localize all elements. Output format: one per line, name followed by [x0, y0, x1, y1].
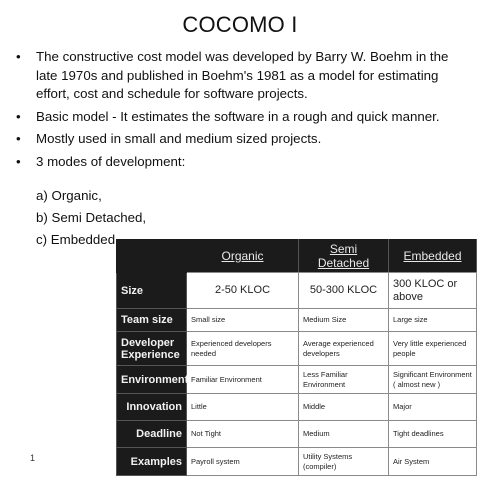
table-cell: Average experienced developers — [299, 332, 389, 366]
row-header: Developer Experience — [117, 332, 187, 366]
table-cell: Not Tight — [187, 421, 299, 448]
table-cell: Middle — [299, 394, 389, 421]
mode-item: b) Semi Detached, — [36, 210, 147, 225]
table-cell: Less Familiar Environment — [299, 366, 389, 394]
row-header: Size — [117, 273, 187, 309]
table-cell: Very little experienced people — [389, 332, 477, 366]
table-cell: Air System — [389, 448, 477, 476]
bullet-item — [14, 108, 464, 127]
bullet-dot: • — [16, 153, 21, 169]
mode-item: c) Embedded — [36, 232, 116, 247]
table-cell: Familiar Environment — [187, 366, 299, 394]
table-row — [117, 421, 477, 448]
table-cell: 300 KLOC or above — [389, 273, 477, 309]
table-cell: 2-50 KLOC — [187, 273, 299, 309]
table-cell: Little — [187, 394, 299, 421]
table-row — [117, 394, 477, 421]
row-header: Innovation — [117, 394, 187, 421]
table-row — [117, 448, 477, 476]
table-cell: Medium Size — [299, 309, 389, 332]
comparison-table — [116, 239, 477, 476]
slide-number: 1 — [30, 453, 36, 463]
column-header: Semi Detached — [299, 240, 389, 273]
row-header: Deadline — [117, 421, 187, 448]
bullet-dot: • — [16, 49, 21, 64]
table-row — [117, 273, 477, 309]
table-cell: 50-300 KLOC — [299, 273, 389, 309]
bullet-text: Mostly used in small and medium sized projects. — [36, 131, 322, 146]
table-cell: Utility Systems (compiler) — [299, 448, 389, 476]
table-header-row — [117, 240, 477, 273]
row-header: Examples — [117, 448, 187, 476]
table-corner — [117, 240, 187, 273]
row-header: Environment — [117, 366, 187, 394]
table-cell: Medium — [299, 421, 389, 448]
bullet-list — [14, 48, 464, 175]
table-row — [117, 309, 477, 332]
bullet-text: 3 modes of development: — [36, 153, 186, 169]
bullet-dot: • — [16, 131, 21, 146]
bullet-text: Basic model - It estimates the software in a rough and quick manner. — [36, 108, 440, 124]
bullet-item — [14, 130, 464, 149]
slide-title: COCOMO I — [182, 12, 298, 37]
table-cell: Large size — [389, 309, 477, 332]
table-cell: Experienced developers needed — [187, 332, 299, 366]
column-header: Organic — [187, 240, 299, 273]
table-cell: Tight deadlines — [389, 421, 477, 448]
table-cell: Significant Environment ( almost new ) — [389, 366, 477, 394]
table-row — [117, 332, 477, 366]
column-header: Embedded — [389, 240, 477, 273]
table-cell: Payroll system — [187, 448, 299, 476]
table-cell: Small size — [187, 309, 299, 332]
mode-item: a) Organic, — [36, 188, 102, 203]
bullet-text: The constructive cost model was developed by Barry W. Boehm in the late 1970s and published in Boehm's 1981 as a model for estimating effort, cost and schedule for software projects. — [36, 49, 449, 101]
comparison-table-image — [116, 239, 476, 471]
row-header: Team size — [117, 309, 187, 332]
bullet-dot: • — [16, 108, 21, 124]
bullet-item — [14, 48, 464, 104]
table-cell: Major — [389, 394, 477, 421]
table-row — [117, 366, 477, 394]
bullet-item — [14, 153, 464, 172]
